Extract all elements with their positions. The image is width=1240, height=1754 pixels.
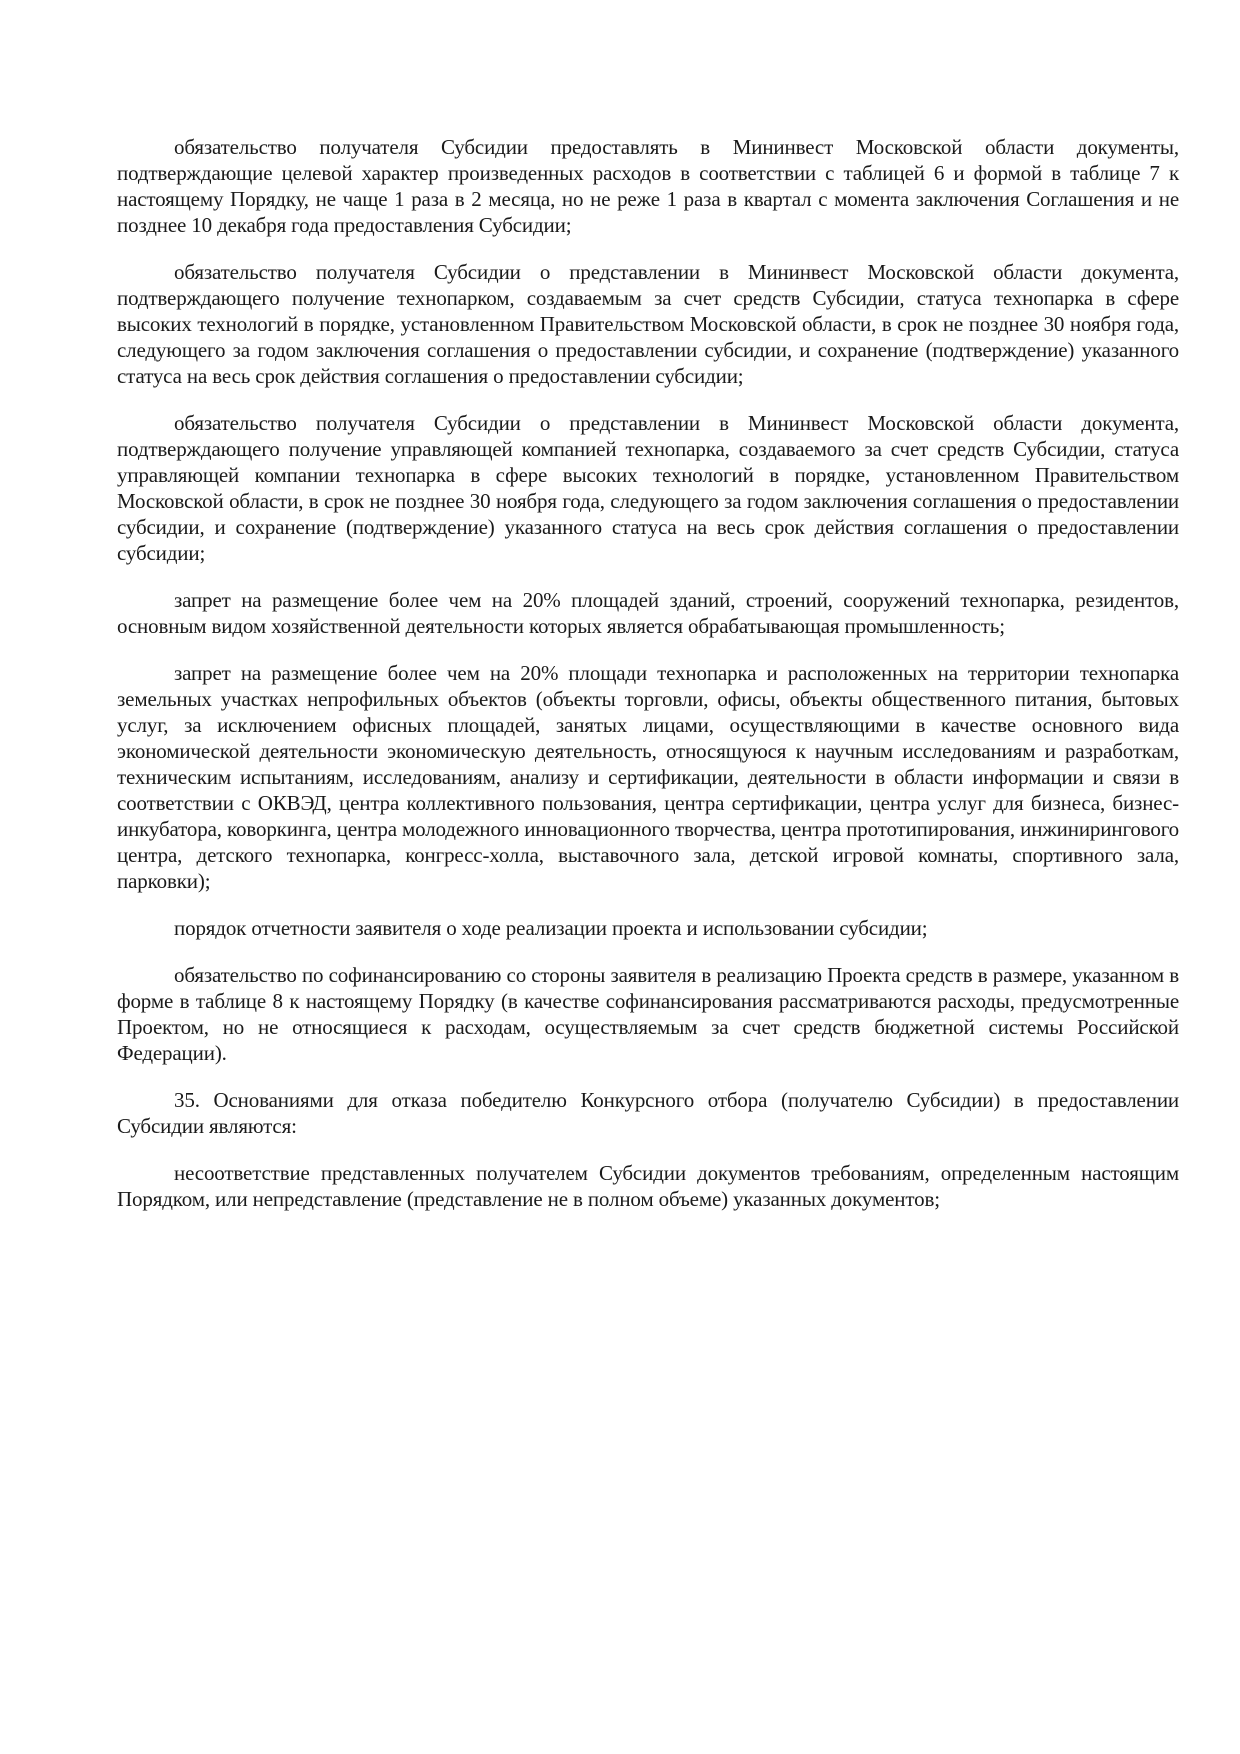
paragraph-refusal-ground-noncompliance: несоответствие представленных получателем Субсидии документов требованиям, определенным настоящим Порядком, или непредставление (представление не в полном объеме) указанных документов; — [117, 1161, 1179, 1211]
paragraph-clause-35-heading: 35. Основаниями для отказа победителю Конкурсного отбора (получателю Субсидии) в предоставлении Субсидии являются: — [117, 1088, 1179, 1138]
paragraph-cofinancing-obligation: обязательство по софинансированию со стороны заявителя в реализацию Проекта средств в размере, указанном в форме в таблице 8 к настоящему Порядку (в качестве софинансирования рассматриваются расходы, предусмотренные Проектом, но не относящиеся к расходам, осуществляемым за счет средств бюджетной системы Российской Федерации). — [117, 963, 1179, 1065]
paragraph-obligation-documents: обязательство получателя Субсидии предоставлять в Мининвест Московской области документы, подтверждающие целевой характер произведенных расходов в соответствии с таблицей 6 и формой в таблице 7 к настоящему Порядку, не чаще 1 раза в 2 месяца, но не реже 1 раза в квартал с момента заключения Соглашения и не позднее 10 декабря года предоставления Субсидии; — [117, 135, 1179, 237]
document-page — [117, 134, 1179, 1233]
paragraph-obligation-management-company-status: обязательство получателя Субсидии о представлении в Мининвест Московской области документа, подтверждающего получение управляющей компанией технопарка, создаваемого за счет средств Субсидии, статуса управляющей компании технопарка в сфере высоких технологий в порядке, установленном Правительством Московской области, в срок не позднее 30 ноября года, следующего за годом заключения соглашения о предоставлении субсидии, и сохранение (подтверждение) указанного статуса на весь срок действия соглашения о предоставлении субсидии; — [117, 411, 1179, 565]
paragraph-reporting-procedure: порядок отчетности заявителя о ходе реализации проекта и использовании субсидии; — [174, 916, 928, 940]
paragraph-ban-non-core-objects: запрет на размещение более чем на 20% площади технопарка и расположенных на территории технопарка земельных участках непрофильных объектов (объекты торговли, офисы, объекты общественного питания, бытовых услуг, за исключением офисных площадей, занятых лицами, осуществляющими в качестве основного вида экономической деятельности экономическую деятельность, относящуюся к научным исследованиям и разработкам, техническим испытаниям, исследованиям, анализу и сертификации, деятельности в области информации и связи в соответствии с ОКВЭД, центра коллективного пользования, центра сертификации, центра услуг для бизнеса, бизнес-инкубатора, коворкинга, центра молодежного инновационного творчества, центра прототипирования, инжинирингового центра, детского технопарка, конгресс-холла, выставочного зала, детской игровой комнаты, спортивного зала, парковки); — [117, 661, 1179, 893]
paragraph-ban-manufacturing-residents: запрет на размещение более чем на 20% площадей зданий, строений, сооружений технопарка, резидентов, основным видом хозяйственной деятельности которых является обрабатывающая промышленность; — [117, 588, 1179, 638]
paragraph-obligation-technopark-status: обязательство получателя Субсидии о представлении в Мининвест Московской области документа, подтверждающего получение технопарком, создаваемым за счет средств Субсидии, статуса технопарка в сфере высоких технологий в порядке, установленном Правительством Московской области, в срок не позднее 30 ноября года, следующего за годом заключения соглашения о предоставлении субсидии, и сохранение (подтверждение) указанного статуса на весь срок действия соглашения о предоставлении субсидии; — [117, 260, 1179, 388]
